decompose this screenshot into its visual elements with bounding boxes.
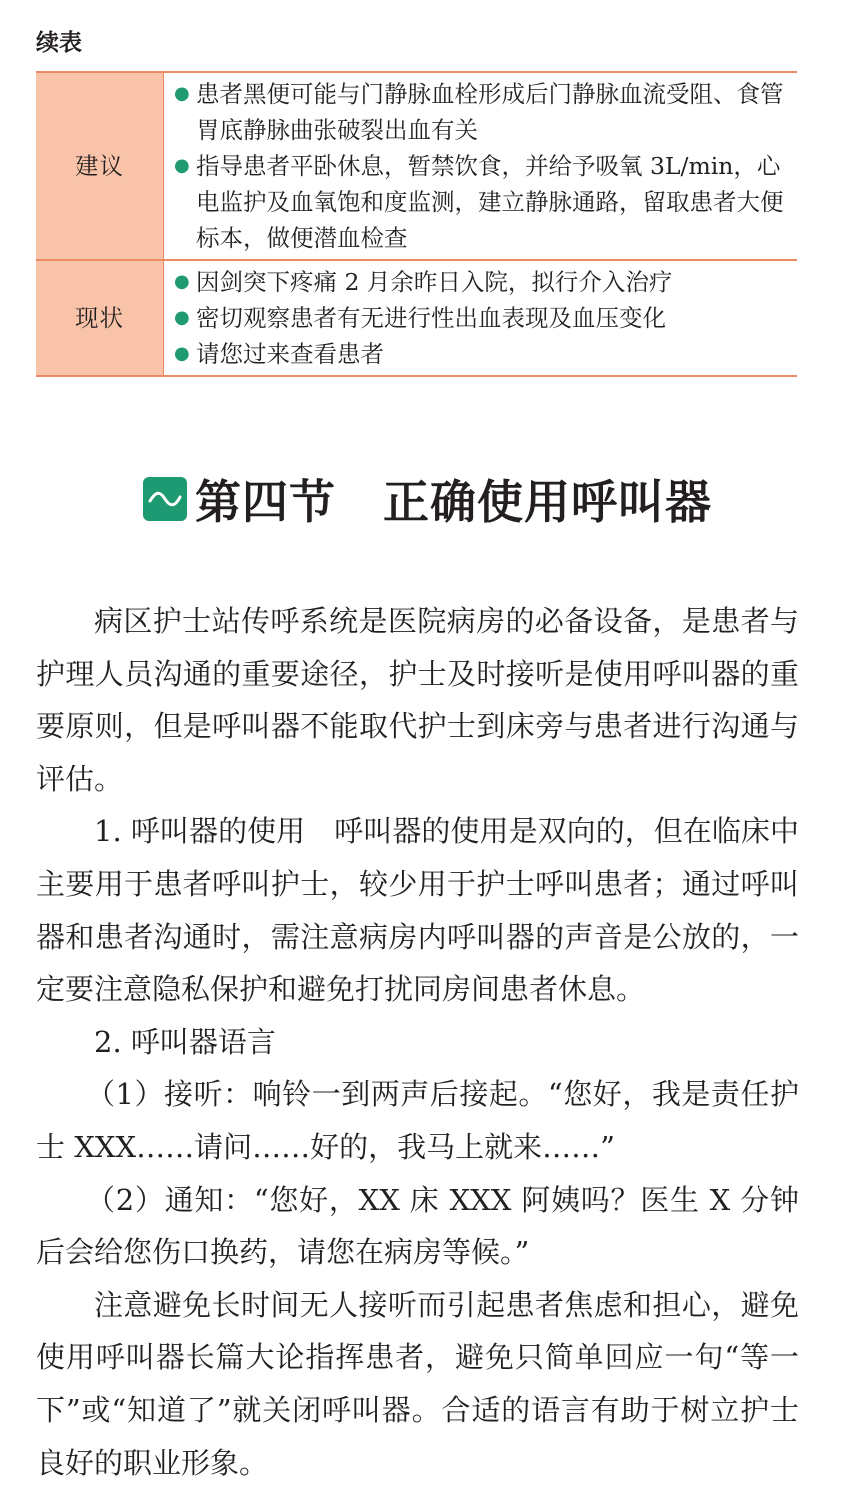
- row-label: 建议: [36, 72, 164, 260]
- list-item-text: 指导患者平卧休息，暂禁饮食，并给予吸氧 3L/min，心电监护及血氧饱和度监测，建立静脉通路，留取患者大便标本，做便潜血检查: [196, 152, 784, 252]
- list-item-text: 密切观察患者有无进行性出血表现及血压变化: [196, 304, 666, 332]
- bullet-dot-icon: ●: [174, 271, 190, 292]
- bullet-dot-icon: ●: [174, 307, 190, 328]
- paragraph-intro: 病区护士站传呼系统是医院病房的必备设备，是患者与护理人员沟通的重要途径，护士及时接听是使用呼叫器的重要原则，但是呼叫器不能取代护士到床旁与患者进行沟通与评估。: [36, 604, 799, 796]
- sbar-table: [36, 71, 797, 377]
- bullet-dot-icon: ●: [174, 155, 190, 176]
- bullet-dot-icon: ●: [174, 83, 190, 104]
- row-label: 现状: [36, 260, 164, 376]
- bullet-dot-icon: ●: [174, 343, 190, 364]
- paragraph-language-heading: 2. 呼叫器语言: [94, 1024, 276, 1059]
- list-item: [174, 336, 797, 372]
- paragraph-usage: 1. 呼叫器的使用 呼叫器的使用是双向的，但在临床中主要用于患者呼叫护士，较少用于护士呼叫患者；通过呼叫器和患者沟通时，需注意病房内呼叫器的声音是公放的，一定要注意隐私保护和避免打扰同房间患者休息。: [36, 814, 799, 1007]
- wave-icon: [143, 477, 187, 521]
- continued-table-label: 续表: [36, 30, 82, 56]
- list-item: [174, 148, 797, 256]
- list-item-text: 请您过来查看患者: [196, 340, 384, 368]
- row-content: [164, 260, 798, 376]
- list-item: [174, 300, 797, 336]
- paragraph-answering: （1）接听：响铃一到两声后接起。“您好，我是责任护士 XXX……请问……好的，我马上就来……”: [36, 1077, 799, 1164]
- list-item: [174, 264, 797, 300]
- table-row-situation: [36, 260, 797, 376]
- section-title: 第四节 正确使用呼叫器: [195, 475, 712, 529]
- paragraph-notes: 注意避免长时间无人接听而引起患者焦虑和担心，避免使用呼叫器长篇大论指挥患者，避免只简单回应一句“等一下”或“知道了”就关闭呼叫器。合适的语言有助于树立护士良好的职业形象。: [36, 1287, 799, 1480]
- section-heading: [143, 466, 712, 532]
- list-item: [174, 76, 797, 148]
- paragraph-notifying: （2）通知：“您好，XX 床 XXX 阿姨吗？医生 X 分钟后会给您伤口换药，请您在病房等候。”: [36, 1182, 799, 1270]
- row-content: [164, 72, 798, 260]
- body-text: [36, 595, 799, 1489]
- list-item-text: 患者黑便可能与门静脉血栓形成后门静脉血流受阻、食管胃底静脉曲张破裂出血有关: [196, 80, 784, 144]
- list-item-text: 因剑突下疼痛 2 月余昨日入院，拟行介入治疗: [196, 268, 673, 296]
- table-row-recommendation: [36, 72, 797, 260]
